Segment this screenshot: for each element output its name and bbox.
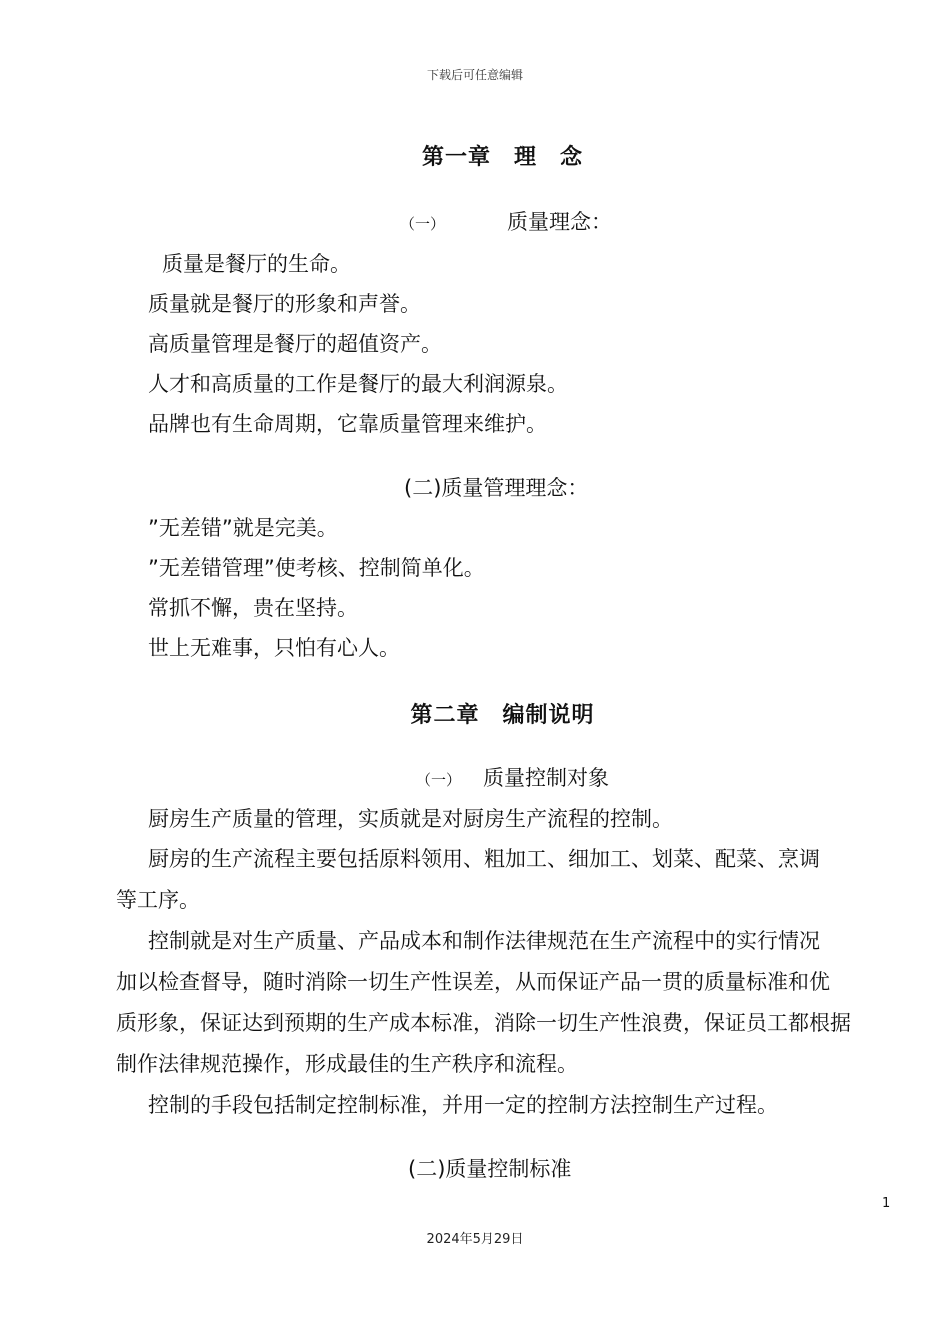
- list-item: 常抓不懈，贵在坚持。: [148, 596, 358, 620]
- paragraph-line: 控制的手段包括制定控制标准，并用一定的控制方法控制生产过程。: [148, 1093, 778, 1117]
- list-item: 人才和高质量的工作是餐厅的最大利润源泉。: [148, 372, 568, 396]
- paragraph-line: 控制就是对生产质量、产品成本和制作法律规范在生产流程中的实行情况: [148, 929, 820, 953]
- paragraph-line: 质形象，保证达到预期的生产成本标准，消除一切生产性浪费，保证员工都根据: [116, 1011, 851, 1035]
- page-footer-date: 2024年5月29日: [426, 1232, 524, 1247]
- chapter2-section1-heading: [416, 762, 609, 792]
- list-item: 品牌也有生命周期，它靠质量管理来维护。: [148, 412, 547, 436]
- list-item: 质量就是餐厅的形象和声誉。: [148, 292, 421, 316]
- paragraph-line: 加以检查督导，随时消除一切生产性误差，从而保证产品一贯的质量标准和优: [116, 970, 830, 994]
- page-number: 1: [882, 1196, 891, 1211]
- chapter1-title: 第一章 理 念: [421, 145, 583, 170]
- paragraph-line: 厨房生产质量的管理，实质就是对厨房生产流程的控制。: [148, 807, 673, 831]
- section-number: （一）: [416, 771, 462, 789]
- section-title: 质量理念：: [507, 210, 613, 234]
- chapter2-section2-heading: (二)质量控制标准: [408, 1157, 572, 1181]
- list-item: ”无差错”就是完美。: [148, 516, 338, 540]
- paragraph-line: 等工序。: [116, 888, 200, 912]
- chapter1-section2-heading: (二)质量管理理念：: [404, 476, 589, 500]
- list-item: 高质量管理是餐厅的超值资产。: [148, 332, 442, 356]
- paragraph-line: 厨房的生产流程主要包括原料领用、粗加工、细加工、划菜、配菜、烹调: [148, 847, 820, 871]
- paragraph-line: 制作法律规范操作，形成最佳的生产秩序和流程。: [116, 1052, 578, 1076]
- section-number: （一）: [400, 215, 446, 233]
- list-item: 世上无难事，只怕有心人。: [148, 636, 400, 660]
- list-item: 质量是餐厅的生命。: [162, 252, 351, 276]
- page-header: 下载后可任意编辑: [426, 68, 523, 82]
- section-title: 质量控制对象: [483, 766, 610, 790]
- chapter1-section1-heading: [400, 206, 612, 236]
- chapter2-title: 第二章 编制说明: [410, 703, 595, 728]
- list-item: ”无差错管理”使考核、控制简单化。: [148, 556, 485, 580]
